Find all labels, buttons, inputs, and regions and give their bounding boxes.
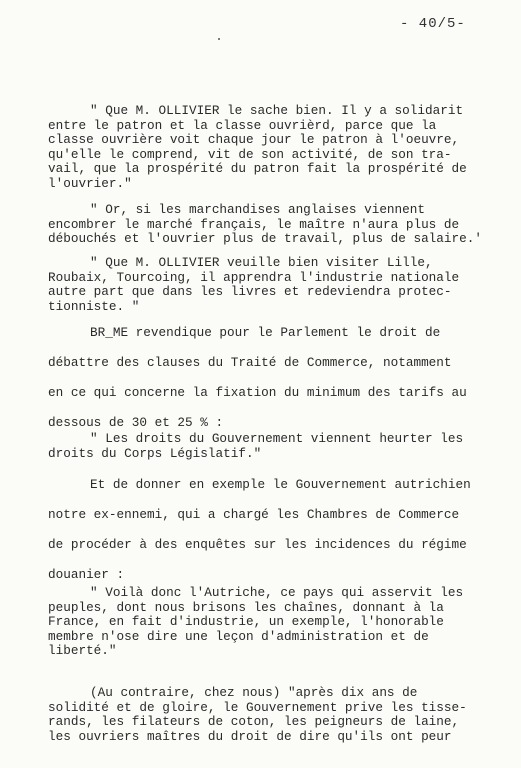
text-line: " Que M. OLLIVIER veuille bien visiter Lille, xyxy=(90,255,433,270)
text-line: classe ouvrière voit chaque jour le patron à l'oeuvre, xyxy=(48,132,460,147)
paragraph-5 xyxy=(48,432,503,461)
text-line: les ouvriers maîtres du droit de dire qu'ils ont peur xyxy=(48,728,452,744)
text-line: (Au contraire, chez nous) "après dix ans de xyxy=(90,685,418,700)
paragraph-3 xyxy=(48,256,503,314)
text-line: notre ex-ennemi, qui a chargé les Chambres de Commerce xyxy=(48,507,460,522)
text-line: Roubaix, Tourcoing, il apprendra l'industrie nationale xyxy=(48,269,460,285)
text-line: " Or, si les marchandises anglaises viennent xyxy=(90,202,426,217)
text-line: liberté." xyxy=(48,643,117,658)
text-line: vail, que la prospérité du patron fait la prospérité de xyxy=(48,161,467,176)
paragraph-7 xyxy=(48,586,503,659)
text-line: l'ouvrier." xyxy=(48,175,132,191)
text-line: membre n'ose dire une leçon d'administration et de xyxy=(48,628,429,644)
text-line: rands, les filateurs de coton, les peigneurs de laine, xyxy=(48,714,460,729)
text-line: France, en fait d'industrie, un exemple, l'honorable xyxy=(48,614,444,629)
text-line: solidité et de gloire, le Gouvernement prive les tisse- xyxy=(48,699,467,715)
text-line: BR_ME revendique pour le Parlement le droit de xyxy=(90,325,441,340)
page-number: - 40/5- xyxy=(400,16,466,32)
paragraph-6 xyxy=(48,470,503,590)
text-line: douanier : xyxy=(48,567,125,582)
text-line: " Les droits du Gouvernement viennent heurter les xyxy=(90,431,464,446)
text-line: en ce qui concerne la fixation du minimum des tarifs au xyxy=(48,385,467,400)
ink-speck xyxy=(218,38,220,40)
text-line: Et de donner en exemple le Gouvernement autrichien xyxy=(90,477,471,492)
text-line: encombrer le marché français, le maître n'aura plus de xyxy=(48,216,460,232)
paragraph-8 xyxy=(48,686,503,744)
text-line: " Voilà donc l'Autriche, ce pays qui asservit les xyxy=(90,585,464,600)
text-line: débattre des clauses du Traité de Commerce, notamment xyxy=(48,355,452,370)
text-line: tionniste. " xyxy=(48,298,140,314)
text-line: " Que M. OLLIVIER le sache bien. Il y a solidarit xyxy=(90,103,464,118)
paragraph-2 xyxy=(48,203,503,247)
text-line: débouchés et l'ouvrier plus de travail, plus de salaire.' xyxy=(48,231,482,246)
text-line: qu'elle le comprend, vit de son activité, de son tra- xyxy=(48,146,452,162)
paragraph-4 xyxy=(48,318,503,438)
paragraph-1 xyxy=(48,104,503,191)
text-line: dessous de 30 et 25 % : xyxy=(48,415,224,430)
text-line: peuples, dont nous brisons les chaînes, donnant à la xyxy=(48,599,444,615)
text-line: entre le patron et la classe ouvrièrd, parce que la xyxy=(48,117,437,133)
text-line: droits du Corps Législatif." xyxy=(48,445,262,461)
text-line: autre part que dans les livres et redeviendra protec- xyxy=(48,284,452,299)
text-line: de procéder à des enquêtes sur les incidences du régime xyxy=(48,537,467,552)
